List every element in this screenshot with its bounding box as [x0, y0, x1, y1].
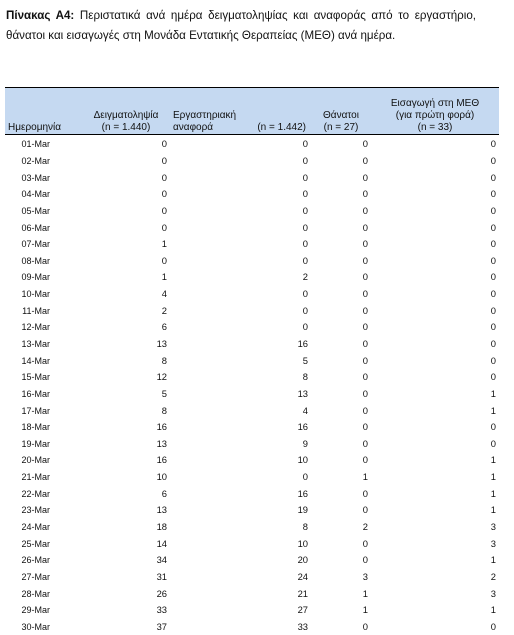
cell-lab-report: 33	[170, 619, 311, 635]
cell-icu: 0	[371, 286, 499, 303]
cell-icu: 0	[371, 336, 499, 353]
cell-date: 28-Mar	[5, 585, 82, 602]
table-row	[5, 602, 499, 619]
cell-lab-report: 0	[170, 236, 311, 253]
caption-label: Πίνακας Α4:	[6, 9, 74, 22]
cell-lab-report: 0	[170, 319, 311, 336]
cell-date: 12-Mar	[5, 319, 82, 336]
table-row	[5, 135, 499, 153]
cell-date: 16-Mar	[5, 386, 82, 403]
cell-lab-report: 13	[170, 386, 311, 403]
cell-date: 04-Mar	[5, 186, 82, 203]
cell-deaths: 0	[311, 153, 371, 170]
cell-deaths: 0	[311, 135, 371, 153]
cell-sampling: 1	[82, 269, 170, 286]
cell-lab-report: 0	[170, 469, 311, 486]
cell-icu: 0	[371, 135, 499, 153]
cell-icu: 0	[371, 419, 499, 436]
cell-deaths: 0	[311, 219, 371, 236]
cell-sampling: 6	[82, 485, 170, 502]
cell-icu: 0	[371, 169, 499, 186]
cell-sampling: 14	[82, 535, 170, 552]
cell-date: 24-Mar	[5, 519, 82, 536]
cell-date: 19-Mar	[5, 436, 82, 453]
cell-deaths: 0	[311, 452, 371, 469]
cell-sampling: 0	[82, 186, 170, 203]
cell-lab-report: 19	[170, 502, 311, 519]
cell-icu: 0	[371, 319, 499, 336]
cell-sampling: 34	[82, 552, 170, 569]
cell-deaths: 0	[311, 203, 371, 220]
table-row	[5, 203, 499, 220]
cell-date: 02-Mar	[5, 153, 82, 170]
cell-lab-report: 2	[170, 269, 311, 286]
cell-lab-report: 0	[170, 252, 311, 269]
cell-date: 15-Mar	[5, 369, 82, 386]
cell-sampling: 16	[82, 452, 170, 469]
cell-icu: 0	[371, 153, 499, 170]
table-row	[5, 336, 499, 353]
cell-deaths: 0	[311, 535, 371, 552]
table-caption	[6, 6, 476, 46]
cell-lab-report: 0	[170, 169, 311, 186]
cell-lab-report: 16	[170, 336, 311, 353]
cell-sampling: 10	[82, 469, 170, 486]
cell-icu: 0	[371, 269, 499, 286]
cell-date: 03-Mar	[5, 169, 82, 186]
cell-date: 22-Mar	[5, 485, 82, 502]
table-row	[5, 485, 499, 502]
cell-date: 30-Mar	[5, 619, 82, 635]
cell-deaths: 0	[311, 619, 371, 635]
header-sampling: Δειγματοληψία (n = 1.440)	[82, 88, 170, 135]
table-row	[5, 436, 499, 453]
cell-deaths: 0	[311, 369, 371, 386]
cell-deaths: 0	[311, 169, 371, 186]
table-row	[5, 502, 499, 519]
cell-sampling: 16	[82, 419, 170, 436]
table-row	[5, 469, 499, 486]
cell-deaths: 3	[311, 569, 371, 586]
cell-lab-report: 0	[170, 302, 311, 319]
cell-icu: 0	[371, 302, 499, 319]
cell-deaths: 1	[311, 602, 371, 619]
cell-sampling: 4	[82, 286, 170, 303]
cell-icu: 1	[371, 402, 499, 419]
cell-lab-report: 0	[170, 153, 311, 170]
cell-sampling: 2	[82, 302, 170, 319]
table-row	[5, 619, 499, 635]
cell-icu: 0	[371, 369, 499, 386]
cell-sampling: 13	[82, 436, 170, 453]
header-date: Ημερομηνία	[5, 88, 82, 135]
table-row	[5, 585, 499, 602]
table-row	[5, 452, 499, 469]
cell-sampling: 13	[82, 502, 170, 519]
cell-lab-report: 0	[170, 203, 311, 220]
cell-date: 08-Mar	[5, 252, 82, 269]
cell-lab-report: 24	[170, 569, 311, 586]
cell-lab-report: 4	[170, 402, 311, 419]
cell-date: 10-Mar	[5, 286, 82, 303]
cell-date: 05-Mar	[5, 203, 82, 220]
cell-sampling: 26	[82, 585, 170, 602]
cell-icu: 1	[371, 485, 499, 502]
cell-lab-report: 16	[170, 485, 311, 502]
header-deaths: Θάνατοι (n = 27)	[311, 88, 371, 135]
cell-icu: 1	[371, 386, 499, 403]
cell-deaths: 0	[311, 236, 371, 253]
cell-deaths: 0	[311, 252, 371, 269]
table-row	[5, 153, 499, 170]
cell-icu: 3	[371, 519, 499, 536]
cell-date: 06-Mar	[5, 219, 82, 236]
cell-icu: 0	[371, 236, 499, 253]
cell-date: 07-Mar	[5, 236, 82, 253]
cell-lab-report: 0	[170, 286, 311, 303]
cell-date: 09-Mar	[5, 269, 82, 286]
cell-lab-report: 0	[170, 135, 311, 153]
cell-deaths: 0	[311, 286, 371, 303]
table-row	[5, 219, 499, 236]
cell-date: 21-Mar	[5, 469, 82, 486]
cell-deaths: 0	[311, 502, 371, 519]
cell-lab-report: 21	[170, 585, 311, 602]
cell-date: 25-Mar	[5, 535, 82, 552]
cell-icu: 3	[371, 585, 499, 602]
cell-lab-report: 20	[170, 552, 311, 569]
cell-icu: 0	[371, 619, 499, 635]
cell-icu: 2	[371, 569, 499, 586]
cell-lab-report: 8	[170, 369, 311, 386]
cell-deaths: 0	[311, 186, 371, 203]
cell-lab-report: 9	[170, 436, 311, 453]
cell-sampling: 31	[82, 569, 170, 586]
cell-sampling: 0	[82, 219, 170, 236]
table-row	[5, 552, 499, 569]
cell-sampling: 8	[82, 352, 170, 369]
cell-icu: 3	[371, 535, 499, 552]
cell-sampling: 18	[82, 519, 170, 536]
table-row	[5, 169, 499, 186]
cell-date: 23-Mar	[5, 502, 82, 519]
cell-icu: 1	[371, 552, 499, 569]
data-table	[5, 87, 499, 635]
table-row	[5, 369, 499, 386]
table-row	[5, 386, 499, 403]
table-row	[5, 519, 499, 536]
table-row	[5, 252, 499, 269]
cell-sampling: 33	[82, 602, 170, 619]
table-row	[5, 419, 499, 436]
cell-date: 14-Mar	[5, 352, 82, 369]
cell-lab-report: 8	[170, 519, 311, 536]
cell-date: 13-Mar	[5, 336, 82, 353]
cell-deaths: 0	[311, 352, 371, 369]
table-row	[5, 269, 499, 286]
table-row	[5, 236, 499, 253]
cell-date: 11-Mar	[5, 302, 82, 319]
cell-icu: 0	[371, 436, 499, 453]
table-row	[5, 286, 499, 303]
cell-sampling: 0	[82, 169, 170, 186]
cell-deaths: 1	[311, 469, 371, 486]
cell-sampling: 8	[82, 402, 170, 419]
cell-date: 01-Mar	[5, 135, 82, 153]
caption-text: Περιστατικά ανά ημέρα δειγματοληψίας και αναφοράς από το εργαστήριο, θάνατοι και εισαγωγές στη Μονάδα Εντατικής Θεραπείας (ΜΕΘ) ανά ημέρα.	[6, 9, 476, 42]
cell-lab-report: 5	[170, 352, 311, 369]
cell-lab-report: 27	[170, 602, 311, 619]
cell-date: 27-Mar	[5, 569, 82, 586]
cell-lab-report: 16	[170, 419, 311, 436]
cell-icu: 0	[371, 219, 499, 236]
cell-icu: 1	[371, 602, 499, 619]
cell-date: 20-Mar	[5, 452, 82, 469]
cell-sampling: 6	[82, 319, 170, 336]
cell-deaths: 0	[311, 419, 371, 436]
cell-deaths: 2	[311, 519, 371, 536]
cell-lab-report: 10	[170, 535, 311, 552]
table-row	[5, 352, 499, 369]
cell-deaths: 0	[311, 552, 371, 569]
cell-deaths: 1	[311, 585, 371, 602]
cell-lab-report: 0	[170, 186, 311, 203]
table-row	[5, 402, 499, 419]
cell-deaths: 0	[311, 485, 371, 502]
cell-icu: 0	[371, 352, 499, 369]
cell-lab-report: 0	[170, 219, 311, 236]
cell-deaths: 0	[311, 302, 371, 319]
cell-deaths: 0	[311, 436, 371, 453]
cell-icu: 0	[371, 203, 499, 220]
table-row	[5, 319, 499, 336]
cell-deaths: 0	[311, 269, 371, 286]
cell-sampling: 5	[82, 386, 170, 403]
cell-icu: 1	[371, 452, 499, 469]
cell-sampling: 1	[82, 236, 170, 253]
cell-date: 17-Mar	[5, 402, 82, 419]
cell-deaths: 0	[311, 402, 371, 419]
header-icu: Εισαγωγή στη ΜΕΘ (για πρώτη φορά) (n = 33)	[371, 88, 499, 135]
cell-sampling: 37	[82, 619, 170, 635]
cell-icu: 0	[371, 252, 499, 269]
cell-sampling: 0	[82, 153, 170, 170]
cell-sampling: 0	[82, 252, 170, 269]
cell-icu: 1	[371, 469, 499, 486]
table-body	[5, 135, 499, 635]
table-row	[5, 186, 499, 203]
cell-date: 18-Mar	[5, 419, 82, 436]
header-lab-report: Εργαστηριακή αναφορά (n = 1.442)	[170, 88, 311, 135]
cell-deaths: 0	[311, 386, 371, 403]
cell-deaths: 0	[311, 336, 371, 353]
cell-date: 29-Mar	[5, 602, 82, 619]
table-row	[5, 569, 499, 586]
cell-sampling: 0	[82, 135, 170, 153]
cell-lab-report: 10	[170, 452, 311, 469]
cell-sampling: 12	[82, 369, 170, 386]
table-row	[5, 535, 499, 552]
cell-icu: 1	[371, 502, 499, 519]
cell-deaths: 0	[311, 319, 371, 336]
cell-date: 26-Mar	[5, 552, 82, 569]
cell-icu: 0	[371, 186, 499, 203]
cell-sampling: 0	[82, 203, 170, 220]
cell-sampling: 13	[82, 336, 170, 353]
table-row	[5, 302, 499, 319]
